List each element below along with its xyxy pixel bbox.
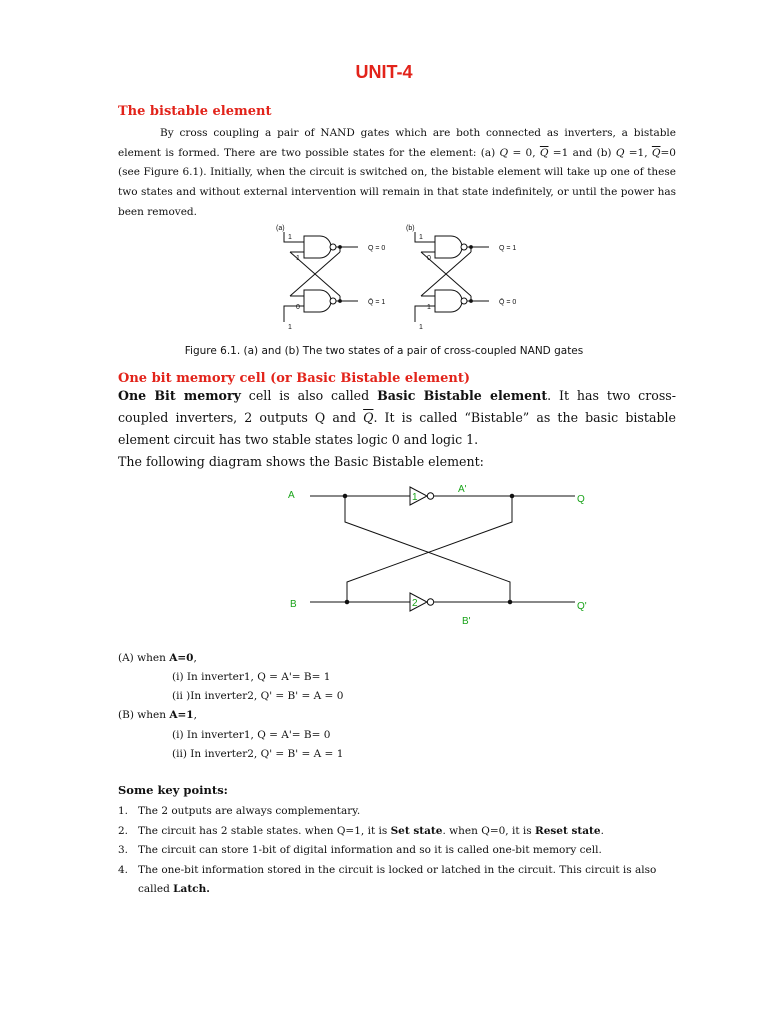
output-q-label: Q	[577, 494, 585, 505]
para-text-5: =0 (see Figure 6.1). Initially, when the circuit is switched on, the bistable element will take up one of these two states and without external intervention will remain in that state indefinitely, or until the power has been removed.	[118, 146, 676, 218]
section-heading-memory-cell: One bit memory cell (or Basic Bistable element)	[118, 371, 471, 386]
feedback-b-top: 0	[427, 255, 431, 262]
figure-caption: Figure 6.1. (a) and (b) The two states of a pair of cross-coupled NAND gates	[184, 345, 584, 357]
qbar-symbol: $\overline{Q}$	[539, 146, 549, 159]
section-heading-bistable: The bistable element	[118, 104, 272, 119]
figure-nand-states	[270, 220, 530, 334]
key-point-text: The one-bit information stored in the circuit is locked or latched in the circuit. This circuit is also called	[138, 863, 657, 895]
case-b-line-2: (ii) In inverter2, Q' = B' = A = 1	[172, 748, 344, 760]
para-text-4: =1,	[624, 146, 652, 159]
para-text-3: =1 and (b)	[548, 146, 616, 159]
para-text-1: By cross coupling a pair of NAND gates which are both connected as inverters, a bistable element is formed. There are two possible states for the element: (a)	[118, 127, 676, 159]
case-b-line-1: (i) In inverter1, Q = A'= B= 0	[172, 729, 331, 741]
para-text-8: . It is called “Bistable” as the basic bistable element circuit has two stable states logic 0 and logic 1.	[118, 410, 676, 447]
bold-term-bistable: Basic Bistable element	[377, 388, 548, 403]
key-point-text: . when Q=0, it is	[442, 824, 535, 837]
feedback-a-bottom: 0	[296, 304, 300, 311]
list-item	[118, 822, 678, 842]
key-points-list	[118, 802, 678, 900]
case-b-post: ,	[193, 709, 197, 721]
gate-1-number: 1	[412, 492, 418, 503]
reset-state-term: Reset state	[534, 824, 601, 837]
input-b-label: B	[290, 599, 297, 610]
para-text-2: = 0,	[508, 146, 540, 159]
para-text-6: cell is also called	[240, 388, 378, 403]
key-point-text: The circuit can store 1-bit of digital information and so it is called one-bit memory cell.	[138, 844, 602, 856]
key-points-heading: Some key points:	[118, 783, 228, 797]
case-b-condition: A=1	[169, 709, 194, 721]
set-state-term: Set state	[390, 824, 443, 837]
para-text-7: . It has two cross-coupled inverters, 2 outputs Q and	[118, 388, 677, 425]
output-qbar-a: Q̄ = 1	[368, 299, 386, 306]
output-q-b: Q = 1	[499, 245, 517, 252]
label-b: (b)	[406, 225, 415, 232]
list-item	[118, 861, 678, 900]
list-number: 2.	[118, 824, 129, 837]
q-symbol: Q	[615, 146, 625, 159]
gate-2-number: 2	[412, 598, 418, 609]
memory-cell-paragraph	[118, 385, 676, 451]
list-item	[118, 841, 678, 861]
page-title: UNIT-4	[355, 62, 413, 82]
list-item	[118, 802, 678, 822]
case-a-pre: (A) when	[118, 652, 170, 664]
input-b-bottom: 1	[419, 324, 423, 331]
case-b-pre: (B) when	[118, 709, 170, 721]
input-a-bottom: 1	[288, 324, 292, 331]
bold-term-one-bit: One Bit memory	[118, 388, 241, 403]
case-b-heading	[118, 709, 197, 721]
qbar-symbol: $\overline{Q}$	[651, 146, 661, 159]
case-a-heading	[118, 652, 197, 664]
output-qbar-b: Q̄ = 0	[499, 299, 517, 306]
case-a-post: ,	[193, 652, 197, 664]
output-q-a: Q = 0	[368, 245, 386, 252]
key-point-text: The 2 outputs are always complementary.	[138, 805, 361, 817]
diagram-intro: The following diagram shows the Basic Bistable element:	[118, 454, 484, 469]
input-a-label: A	[288, 490, 295, 501]
input-a-top: 1	[288, 234, 292, 241]
output-q-prime-label: Q'	[577, 601, 587, 612]
output-b-prime-label: B'	[462, 616, 471, 627]
q-symbol: Q	[499, 146, 509, 159]
case-a-condition: A=0	[169, 652, 194, 664]
case-a-line-1: (i) In inverter1, Q = A'= B= 1	[172, 671, 331, 683]
label-a: (a)	[276, 225, 285, 232]
bistable-diagram	[280, 478, 600, 628]
list-number: 3.	[118, 844, 129, 856]
key-point-text: .	[600, 824, 604, 837]
case-a-line-2: (ii )In inverter2, Q' = B' = A = 0	[172, 690, 344, 702]
feedback-b-bottom: 1	[427, 304, 431, 311]
qbar-symbol: $\overline{Q}$	[363, 410, 374, 425]
key-point-text: The circuit has 2 stable states. when Q=1, it is	[138, 824, 391, 837]
list-number: 4.	[118, 863, 129, 876]
list-number: 1.	[118, 805, 129, 817]
bistable-paragraph	[118, 124, 676, 223]
feedback-a-top: 1	[296, 255, 300, 262]
latch-term: Latch.	[173, 883, 210, 895]
input-b-top: 1	[419, 234, 423, 241]
output-a-prime-label: A'	[458, 484, 467, 495]
